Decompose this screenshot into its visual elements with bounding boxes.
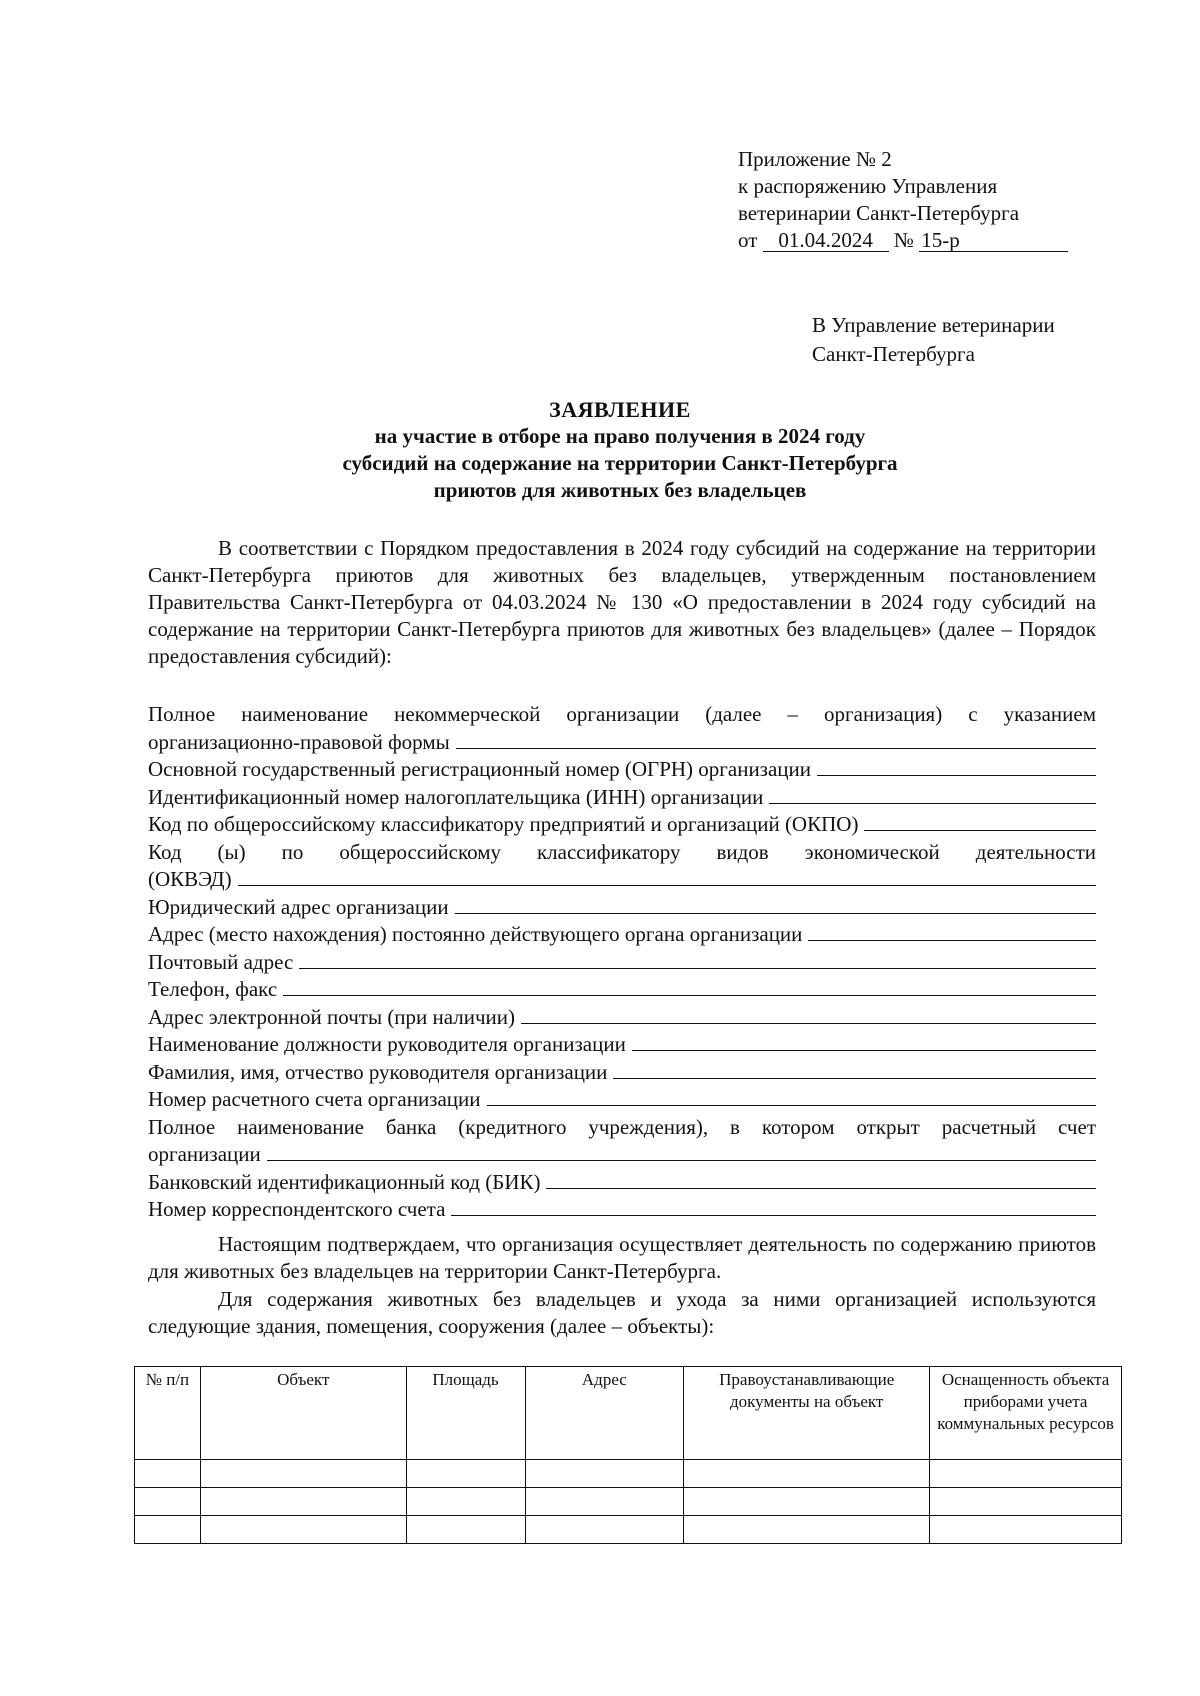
appendix-header — [738, 146, 1068, 254]
bank-label: Полное наименование банка (кредитного учреждения), в котором открыт расчетный счет — [148, 1114, 1096, 1139]
bank-field[interactable] — [148, 1141, 1096, 1169]
account-blank[interactable] — [487, 1087, 1096, 1106]
application-fields — [148, 701, 1096, 1224]
legal-address-field[interactable] — [148, 894, 1096, 922]
org-name-label: Полное наименование некоммерческой организации (далее – организация) с указанием — [148, 702, 1096, 726]
table-row — [135, 1516, 1122, 1544]
corr-account-label: Номер корреспондентского счета — [148, 1197, 446, 1221]
phone-fax-label: Телефон, факс — [148, 977, 278, 1001]
document-title — [130, 396, 1110, 504]
okved-label-cont: (ОКВЭД) — [148, 867, 232, 891]
postal-address-field[interactable] — [148, 949, 1096, 977]
actual-address-blank[interactable] — [808, 922, 1096, 941]
head-name-label: Фамилия, имя, отчество руководителя организации — [148, 1059, 608, 1084]
head-name-blank[interactable] — [613, 1060, 1096, 1079]
objects-paragraph: Для содержания животных без владельцев и ухода за ними организацией используются следующие здания, помещения, сооружения (далее – объекты): — [148, 1287, 1096, 1338]
bank-blank[interactable] — [267, 1142, 1096, 1161]
ogrn-field[interactable] — [148, 756, 1096, 784]
email-blank[interactable] — [521, 1005, 1096, 1024]
bank-label-cont: организации — [148, 1142, 261, 1166]
table-cell[interactable] — [684, 1460, 930, 1488]
okpo-field[interactable] — [148, 811, 1096, 839]
addressee-line-2: Санкт-Петербурга — [812, 342, 975, 366]
legal-address-blank[interactable] — [455, 895, 1096, 914]
inn-field[interactable] — [148, 784, 1096, 812]
corr-account-blank[interactable] — [451, 1197, 1096, 1216]
table-cell[interactable] — [525, 1488, 684, 1516]
from-label: от — [738, 228, 758, 252]
addressee — [812, 311, 1055, 369]
table-cell[interactable] — [406, 1516, 525, 1544]
title-line-3: приютов для животных без владельцев — [433, 478, 807, 502]
col-object-header: Объект — [200, 1367, 406, 1460]
table-cell[interactable] — [525, 1460, 684, 1488]
okpo-blank[interactable] — [864, 812, 1096, 831]
col-number-header: № п/п — [135, 1367, 201, 1460]
inn-blank[interactable] — [769, 785, 1096, 804]
number-label: № — [893, 228, 914, 252]
addressee-line-1: В Управление ветеринарии — [812, 313, 1055, 337]
okved-label: Код (ы) по общероссийскому классификатору видов экономической деятельности — [148, 839, 1096, 864]
postal-address-label: Почтовый адрес — [148, 949, 294, 974]
head-position-label: Наименование должности руководителя организации — [148, 1032, 626, 1056]
table-cell[interactable] — [930, 1460, 1122, 1488]
table-row — [135, 1460, 1122, 1488]
head-position-blank[interactable] — [632, 1032, 1096, 1051]
actual-address-field[interactable] — [148, 921, 1096, 949]
ogrn-label: Основной государственный регистрационный номер (ОГРН) организации — [148, 757, 812, 781]
confirmation-paragraph: Настоящим подтверждаем, что организация осуществляет деятельность по содержанию приютов для животных без владельцев на территории Санкт-Петербурга. — [148, 1232, 1096, 1283]
table-cell[interactable] — [406, 1460, 525, 1488]
corr-account-field[interactable] — [148, 1196, 1096, 1224]
table-cell[interactable] — [135, 1488, 201, 1516]
appendix-line-2: к распоряжению Управления — [738, 174, 998, 198]
table-cell[interactable] — [930, 1516, 1122, 1544]
table-cell[interactable] — [406, 1488, 525, 1516]
title-main: ЗАЯВЛЕНИЕ — [549, 397, 691, 422]
okved-blank[interactable] — [238, 867, 1096, 886]
legal-address-label: Юридический адрес организации — [148, 894, 449, 919]
table-cell[interactable] — [525, 1516, 684, 1544]
okpo-label: Код по общероссийскому классификатору предприятий и организаций (ОКПО) — [148, 812, 859, 836]
title-line-1: на участие в отборе на право получения в 2024 году — [374, 424, 866, 448]
org-name-blank[interactable] — [456, 730, 1096, 749]
appendix-line-1: Приложение № 2 — [738, 147, 892, 171]
bik-blank[interactable] — [546, 1170, 1096, 1189]
table-header-row — [135, 1367, 1122, 1460]
email-field[interactable] — [148, 1004, 1096, 1032]
table-cell[interactable] — [200, 1516, 406, 1544]
col-documents-header: Правоустанавливающие документы на объект — [684, 1367, 930, 1460]
order-date: 01.04.2024 — [763, 229, 889, 252]
head-name-field[interactable] — [148, 1059, 1096, 1087]
table-cell[interactable] — [200, 1488, 406, 1516]
head-position-field[interactable] — [148, 1031, 1096, 1059]
postal-address-blank[interactable] — [299, 950, 1096, 969]
bik-field[interactable] — [148, 1169, 1096, 1197]
table-cell[interactable] — [684, 1488, 930, 1516]
ogrn-blank[interactable] — [817, 757, 1096, 776]
actual-address-label: Адрес (место нахождения) постоянно действующего органа организации — [148, 922, 803, 946]
col-area-header: Площадь — [406, 1367, 525, 1460]
table-cell[interactable] — [135, 1460, 201, 1488]
col-address-header: Адрес — [525, 1367, 684, 1460]
inn-label: Идентификационный номер налогоплательщика (ИНН) организации — [148, 784, 764, 809]
table-cell[interactable] — [135, 1516, 201, 1544]
phone-fax-field[interactable] — [148, 976, 1096, 1004]
bik-label: Банковский идентификационный код (БИК) — [148, 1169, 541, 1194]
account-label: Номер расчетного счета организации — [148, 1087, 481, 1111]
appendix-line-3: ветеринарии Санкт-Петербурга — [738, 201, 1020, 225]
title-line-2: субсидий на содержание на территории Санкт-Петербурга — [342, 451, 898, 475]
okved-field[interactable] — [148, 866, 1096, 894]
email-label: Адрес электронной почты (при наличии) — [148, 1004, 516, 1029]
org-name-label-cont: организационно-правовой формы — [148, 729, 450, 754]
intro-paragraph: В соответствии с Порядком предоставления в 2024 году субсидий на содержание на территории Санкт-Петербурга приютов для животных без владельцев, утвержденным постановлением Правительства Санкт-Петербурга от 04.03.2024 № 130 «О предоставлении в 2024 году субсидий на содержание на территории Санкт-Петербурга приютов для животных без владельцев» (далее – Порядок предоставления субсидий): — [148, 536, 1096, 668]
org-name-field[interactable] — [148, 729, 1096, 757]
table-cell[interactable] — [930, 1488, 1122, 1516]
table-cell[interactable] — [684, 1516, 930, 1544]
objects-table — [134, 1366, 1122, 1544]
table-cell[interactable] — [200, 1460, 406, 1488]
account-field[interactable] — [148, 1086, 1096, 1114]
appendix-date-line — [738, 227, 1068, 254]
phone-fax-blank[interactable] — [283, 977, 1096, 996]
col-meters-header: Оснащенность объекта приборами учета коммунальных ресурсов — [930, 1367, 1122, 1460]
order-number: 15-р — [919, 229, 1068, 252]
table-row — [135, 1488, 1122, 1516]
